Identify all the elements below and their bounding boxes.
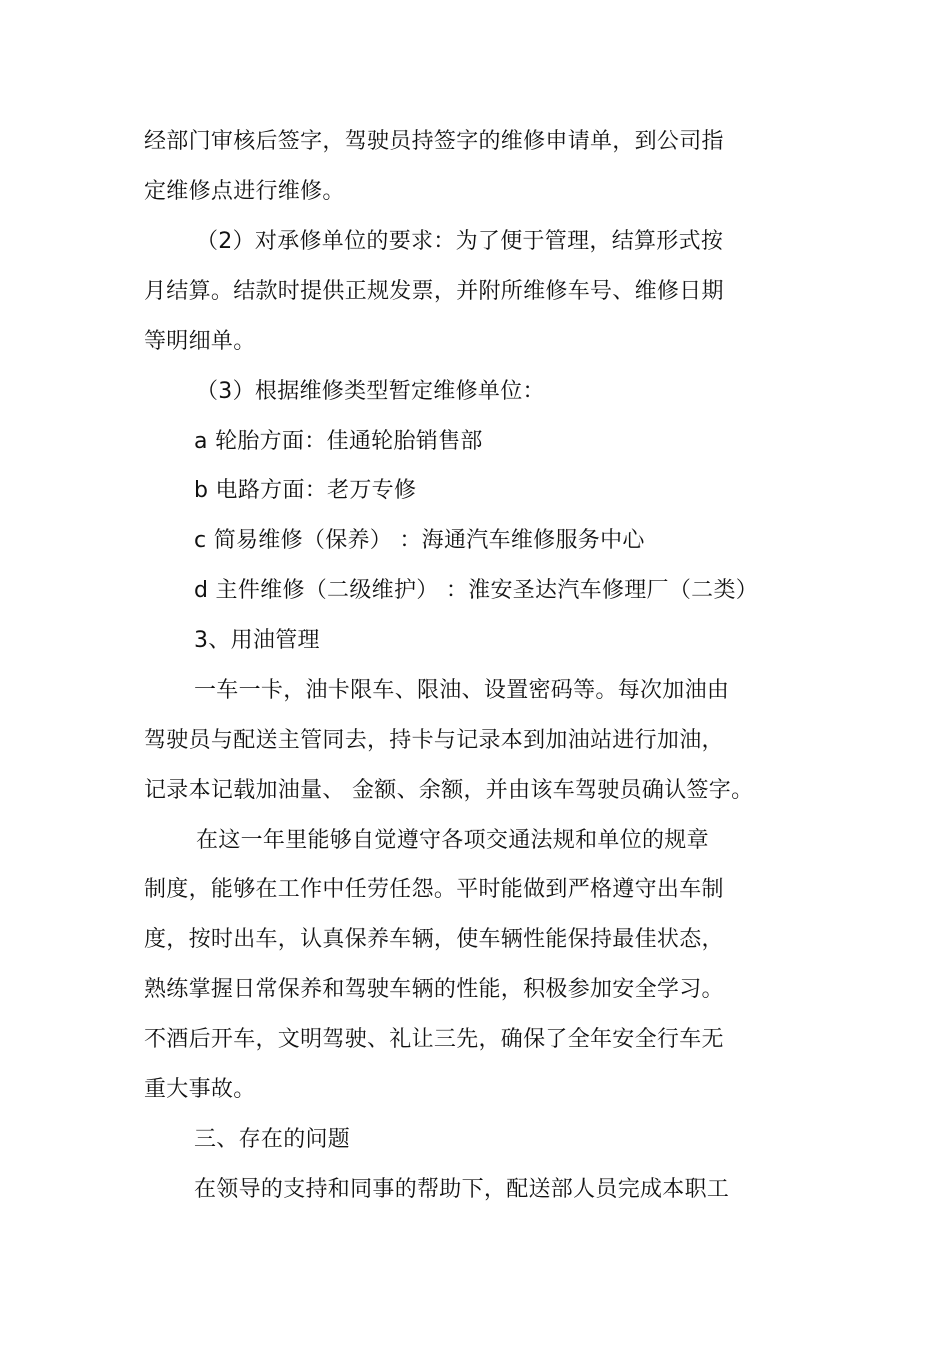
section-heading: 三、存在的问题 [194, 1127, 351, 1152]
text-line: （2）对承修单位的要求：为了便于管理，结算形式按 [196, 229, 724, 254]
section-heading: 3、用油管理 [194, 628, 320, 653]
text-line: 定维修点进行维修。 [144, 179, 345, 204]
text-line: c 简易维修（保养） ：海通汽车维修服务中心 [194, 528, 645, 553]
text-line: 记录本记载加油量、 金额、余额，并由该车驾驶员确认签字。 [144, 778, 754, 803]
text-line: 月结算。结款时提供正规发票，并附所维修车号、维修日期 [144, 279, 724, 304]
text-line: a 轮胎方面：佳通轮胎销售部 [194, 429, 483, 454]
text-line: 在这一年里能够自觉遵守各项交通法规和单位的规章 [196, 828, 709, 853]
text-line: 度，按时出车，认真保养车辆，使车辆性能保持最佳状态， [144, 927, 724, 952]
text-line: 不酒后开车，文明驾驶、礼让三先，确保了全年安全行车无 [144, 1027, 724, 1052]
text-line: b 电路方面：老万专修 [194, 478, 417, 503]
text-line: 在领导的支持和同事的帮助下，配送部人员完成本职工 [194, 1177, 730, 1202]
text-line: 熟练掌握日常保养和驾驶车辆的性能，积极参加安全学习。 [144, 977, 724, 1002]
text-line: 经部门审核后签字，驾驶员持签字的维修申请单，到公司指 [144, 129, 724, 154]
text-line: 重大事故。 [144, 1077, 256, 1102]
text-line: 一车一卡，油卡限车、限油、设置密码等。每次加油由 [194, 678, 730, 703]
text-line: 制度，能够在工作中任劳任怨。平时能做到严格遵守出车制 [144, 877, 724, 902]
text-line: 驾驶员与配送主管同去，持卡与记录本到加油站进行加油， [144, 728, 724, 753]
text-line: d 主件维修（二级维护） ：淮安圣达汽车修理厂（二类） [194, 578, 759, 603]
text-line: （3）根据维修类型暂定维修单位： [196, 379, 545, 404]
text-line: 等明细单。 [144, 329, 256, 354]
